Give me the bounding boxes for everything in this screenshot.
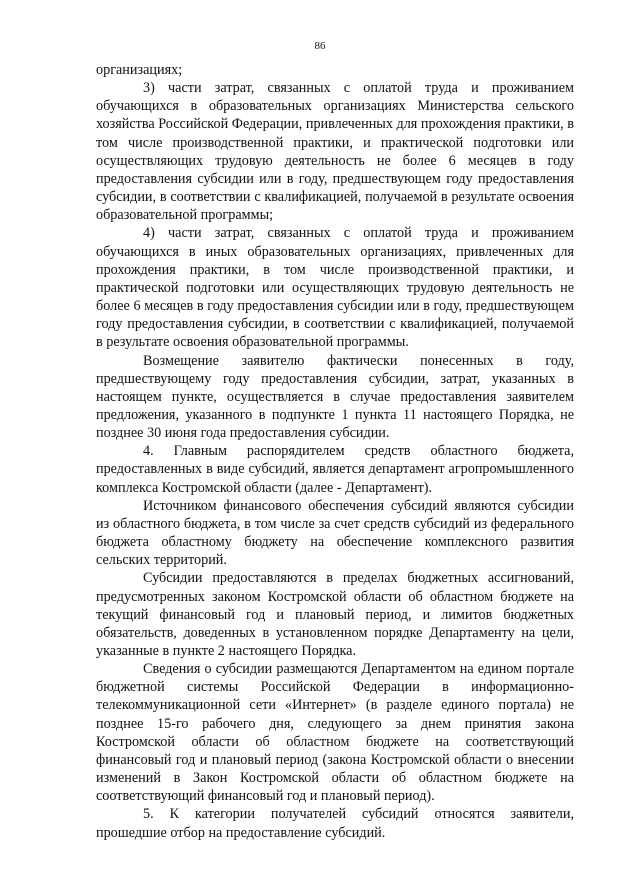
paragraph-funding-source: Источником финансового обеспечения субсидий являются субсидии из областного бюджета, в том числе за счет средств субсидий из федерального бюджета областному бюджету на обеспечение комплексного развития сельских территорий. xyxy=(96,497,574,569)
paragraph-item-4: 4) части затрат, связанных с оплатой труда и проживанием обучающихся в иных образовательных организациях, привлеченных для прохождения практики, в том числе производственной практики, и практической подготовки или осуществляющих трудовую деятельность не более 6 месяцев в году предоставления субсидии или в году, предшествующем году предоставления субсидии, в соответствии с квалификацией, получаемой в результате освоения образовательной программы. xyxy=(96,225,574,351)
paragraph-reimbursement: Возмещение заявителю фактически понесенных в году, предшествующему году предоставления субсидии, затрат, указанных в настоящем пункте, осуществляется в случае предоставления заявителем предложения, указанного в подпункте 1 пункта 11 настоящего Порядка, не позднее 30 июня года предоставления субсидии. xyxy=(96,352,574,442)
page-number: 86 xyxy=(314,40,326,52)
paragraph-clause-4: 4. Главным распорядителем средств областного бюджета, предоставленных в виде субсидий, является департамент агропромышленного комплекса Костромской области (далее - Департамент). xyxy=(96,443,574,496)
paragraph-continuation: организациях; xyxy=(96,62,183,78)
paragraph-budget-limits: Субсидии предоставляются в пределах бюджетных ассигнований, предусмотренных законом Костромской области об областном бюджете на текущий финансовый год и плановый период, и лимитов бюджетных обязательств, доведенных в установленном порядке Департаменту на цели, указанные в пункте 2 настоящего Порядка. xyxy=(96,570,574,659)
paragraph-item-3: 3) части затрат, связанных с оплатой труда и проживанием обучающихся в образовательных организациях Министерства сельского хозяйства Российской Федерации, привлеченных для прохождения практики, в том числе производственной практики, и практической подготовки или осуществляющих трудовую деятельность не более 6 месяцев в году предоставления субсидии или в году, предшествующем году предоставления субсидии, в соответствии с квалификацией, получаемой в результате освоения образовательной программы; xyxy=(96,80,574,224)
document-body xyxy=(96,61,574,842)
paragraph-portal-info: Сведения о субсидии размещаются Департаментом на едином портале бюджетной системы Российской Федерации в информационно-телекоммуникационной сети «Интернет» (в разделе единого портала) не позднее 15-го рабочего дня, следующего за днем принятия закона Костромской области об областном бюджете на соответствующий финансовый год и плановый период (закона Костромской области о внесении изменений в Закон Костромской области об областном бюджете на соответствующий финансовый год и плановый период). xyxy=(96,661,574,805)
paragraph-clause-5: 5. К категории получателей субсидий относятся заявители, прошедшие отбор на предоставление субсидий. xyxy=(96,806,574,841)
